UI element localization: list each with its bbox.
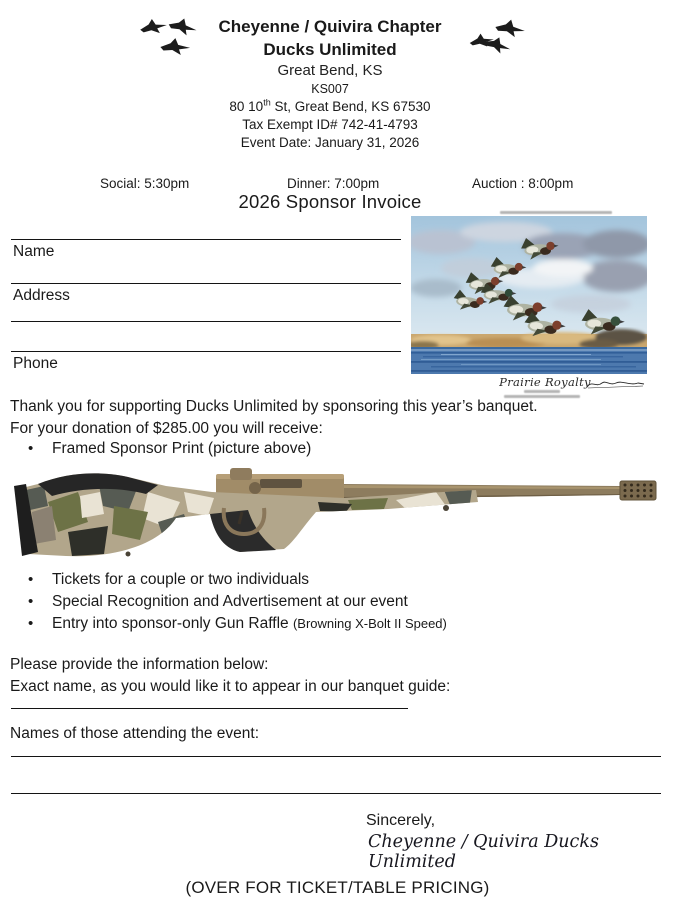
painting-byline-smudge bbox=[524, 390, 560, 393]
benefit-raffle-note: (Browning X-Bolt II Speed) bbox=[292, 616, 447, 631]
bullet-marker: • bbox=[28, 593, 34, 610]
auction-time: Auction : 8:00pm bbox=[472, 176, 574, 191]
chapter-signature: Cheyenne / Quivira Ducks Unlimited bbox=[368, 832, 599, 872]
benefit-recognition-item bbox=[28, 593, 408, 611]
address-prefix: 80 10 bbox=[229, 99, 264, 114]
provide-info-line: Please provide the information below: bbox=[10, 656, 269, 673]
banquet-guide-write-line bbox=[11, 708, 408, 709]
chapter-title: Cheyenne / Quivira Chapter bbox=[218, 17, 442, 36]
footer-note: (OVER FOR TICKET/TABLE PRICING) bbox=[185, 878, 490, 897]
invoice-title: 2026 Sponsor Invoice bbox=[238, 191, 422, 212]
address-write-line bbox=[11, 283, 401, 284]
address-ordinal: th bbox=[263, 97, 271, 108]
sincerely-text: Sincerely, bbox=[366, 812, 436, 829]
artist-signature-icon bbox=[586, 377, 646, 391]
event-date-line: Event Date: January 31, 2026 bbox=[240, 135, 420, 150]
benefit-recognition-label: Special Recognition and Advertisement at our event bbox=[52, 593, 408, 610]
city-line: Great Bend, KS bbox=[277, 62, 383, 79]
attending-names-line: Names of those attending the event: bbox=[10, 725, 260, 742]
name-label: Name bbox=[13, 243, 55, 260]
name-write-line bbox=[11, 239, 401, 240]
painting-credit-smudge-top bbox=[500, 211, 612, 214]
tax-exempt-line: Tax Exempt ID# 742-41-4793 bbox=[242, 117, 418, 132]
address-line bbox=[0, 98, 660, 116]
document-header bbox=[0, 16, 660, 152]
chapter-code: KS007 bbox=[311, 82, 349, 96]
benefit-tickets-item bbox=[28, 571, 309, 589]
attendees-write-line-2 bbox=[11, 793, 661, 794]
exact-name-line: Exact name, as you would like it to appear in our banquet guide: bbox=[10, 678, 451, 695]
bullet-marker: • bbox=[28, 615, 34, 632]
address-label: Address bbox=[13, 287, 70, 304]
bullet-marker: • bbox=[28, 571, 34, 588]
bullet-marker: • bbox=[28, 440, 34, 457]
painting-title: Prairie Royalty bbox=[499, 375, 591, 389]
attendees-write-line-1 bbox=[11, 756, 661, 757]
dinner-time: Dinner: 7:00pm bbox=[287, 176, 380, 191]
benefit-print-item bbox=[28, 440, 311, 458]
social-time: Social: 5:30pm bbox=[100, 176, 190, 191]
thank-you-line: Thank you for supporting Ducks Unlimited by sponsoring this year’s banquet. bbox=[10, 398, 538, 415]
org-title: Ducks Unlimited bbox=[263, 40, 397, 59]
phone-label: Phone bbox=[13, 355, 58, 372]
donation-line: For your donation of $285.00 you will receive: bbox=[10, 420, 323, 437]
benefit-raffle-item bbox=[28, 615, 447, 633]
benefit-tickets-label: Tickets for a couple or two individuals bbox=[52, 571, 310, 588]
phone-write-line bbox=[11, 351, 401, 352]
benefit-print-label: Framed Sponsor Print (picture above) bbox=[52, 440, 312, 457]
address-write-line-2 bbox=[11, 321, 401, 322]
benefit-raffle-label: Entry into sponsor-only Gun Raffle bbox=[52, 615, 289, 632]
address-suffix: St, Great Bend, KS 67530 bbox=[270, 99, 431, 114]
rifle-image bbox=[8, 462, 658, 562]
sponsor-print-image bbox=[411, 216, 647, 374]
